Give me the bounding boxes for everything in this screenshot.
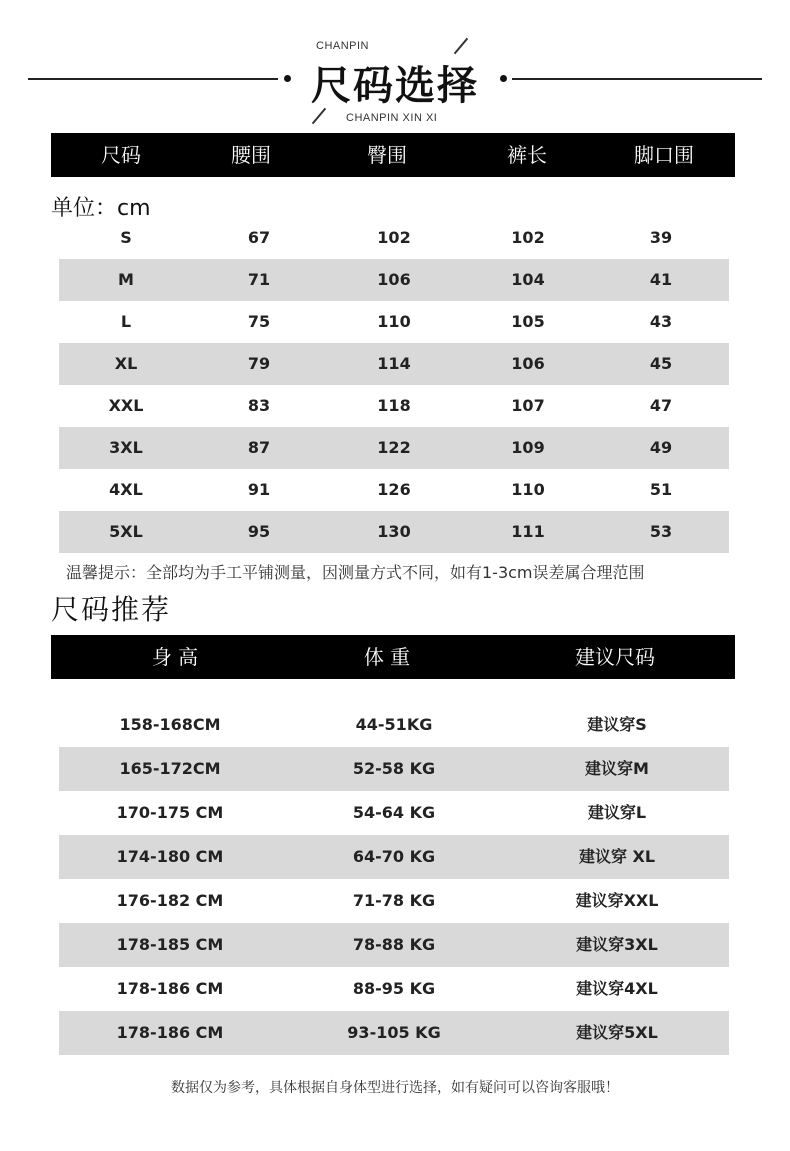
header-waist: 腰围	[231, 143, 271, 167]
table-row	[59, 217, 729, 259]
cell-weight: 93-105 KG	[347, 1023, 441, 1042]
table-row	[59, 967, 729, 1011]
table-row	[59, 703, 729, 747]
cell-height: 178-186 CM	[116, 979, 224, 998]
cell-suggest: 建议穿XXL	[575, 891, 659, 910]
cell-size: L	[120, 312, 132, 331]
header-size: 尺码	[101, 143, 141, 167]
header-length: 裤长	[507, 143, 547, 167]
cell-height: 178-186 CM	[116, 1023, 224, 1042]
cell-size: M	[118, 270, 134, 289]
cell-length: 109	[511, 438, 545, 457]
cell-weight: 71-78 KG	[352, 891, 436, 910]
cell-height: 170-175 CM	[116, 803, 224, 822]
table-row	[59, 747, 729, 791]
table-row	[59, 385, 729, 427]
cell-height: 178-185 CM	[116, 935, 224, 954]
cell-hem: 41	[649, 270, 673, 289]
table-row	[59, 923, 729, 967]
table-row	[59, 427, 729, 469]
cell-height: 176-182 CM	[116, 891, 224, 910]
header-height: 身 高	[151, 645, 199, 669]
cell-suggest: 建议穿L	[587, 803, 647, 822]
cell-hem: 53	[649, 522, 673, 541]
header-slash-top	[454, 38, 468, 55]
cell-waist: 95	[247, 522, 271, 541]
cell-length: 106	[511, 354, 545, 373]
header-suggest: 建议尺码	[575, 645, 655, 669]
cell-hip: 130	[377, 522, 411, 541]
cell-hem: 43	[649, 312, 673, 331]
header-hem: 脚口围	[634, 143, 694, 167]
cell-height: 158-168CM	[119, 715, 221, 734]
page-title: 尺码选择	[311, 63, 479, 109]
cell-weight: 64-70 KG	[352, 847, 436, 866]
cell-size: 3XL	[109, 438, 143, 457]
cell-waist: 75	[247, 312, 271, 331]
cell-suggest: 建议穿3XL	[576, 935, 658, 954]
footer-note: 数据仅为参考，具体根据自身体型进行选择，如有疑问可以咨询客服哦！	[171, 1080, 619, 1096]
cell-weight: 78-88 KG	[352, 935, 436, 954]
cell-hip: 122	[377, 438, 411, 457]
cell-length: 110	[511, 480, 545, 499]
cell-weight: 44-51KG	[355, 715, 433, 734]
header-top-label: CHANPIN	[316, 40, 370, 52]
cell-size: 4XL	[109, 480, 143, 499]
cell-hem: 47	[649, 396, 673, 415]
cell-hip: 114	[377, 354, 411, 373]
header-bottom-label: CHANPIN XIN XI	[346, 112, 438, 124]
table-row	[59, 1011, 729, 1055]
cell-weight: 52-58 KG	[352, 759, 436, 778]
cell-size: XXL	[108, 396, 144, 415]
cell-length: 111	[511, 522, 545, 541]
cell-hem: 49	[649, 438, 673, 457]
cell-waist: 91	[247, 480, 271, 499]
table-row	[59, 791, 729, 835]
cell-waist: 87	[247, 438, 271, 457]
header-hip: 臀围	[367, 143, 407, 167]
table-row	[59, 343, 729, 385]
table-row	[59, 469, 729, 511]
cell-suggest: 建议穿S	[587, 715, 647, 734]
cell-length: 105	[511, 312, 545, 331]
cell-hem: 45	[649, 354, 673, 373]
table-row	[59, 835, 729, 879]
cell-hip: 126	[377, 480, 411, 499]
cell-suggest: 建议穿M	[585, 759, 649, 778]
cell-weight: 88-95 KG	[352, 979, 436, 998]
cell-waist: 71	[247, 270, 271, 289]
cell-hip: 106	[377, 270, 411, 289]
cell-size: 5XL	[109, 522, 143, 541]
cell-hip: 102	[377, 228, 411, 247]
table-row	[59, 879, 729, 923]
cell-suggest: 建议穿 XL	[578, 847, 656, 866]
cell-length: 102	[511, 228, 545, 247]
table-row	[59, 301, 729, 343]
cell-weight: 54-64 KG	[352, 803, 436, 822]
cell-waist: 83	[247, 396, 271, 415]
measurement-note: 温馨提示：全部均为手工平铺测量，因测量方式不同，如有1-3cm误差属合理范围	[66, 563, 645, 582]
cell-hip: 118	[377, 396, 411, 415]
cell-hem: 39	[649, 228, 673, 247]
cell-height: 174-180 CM	[116, 847, 224, 866]
size-table-header	[51, 133, 735, 177]
cell-suggest: 建议穿5XL	[576, 1023, 658, 1042]
cell-suggest: 建议穿4XL	[576, 979, 658, 998]
recommend-title: 尺码推荐	[51, 593, 172, 626]
table-row	[59, 259, 729, 301]
cell-height: 165-172CM	[119, 759, 221, 778]
cell-hem: 51	[649, 480, 673, 499]
cell-size: S	[120, 228, 132, 247]
cell-length: 104	[511, 270, 545, 289]
header-weight: 体 重	[363, 645, 411, 669]
cell-waist: 67	[247, 228, 271, 247]
cell-size: XL	[114, 354, 138, 373]
table-row	[59, 511, 729, 553]
cell-length: 107	[511, 396, 545, 415]
unit-label: 单位：cm	[51, 196, 151, 221]
cell-waist: 79	[247, 354, 271, 373]
cell-hip: 110	[377, 312, 411, 331]
recommend-table-header	[51, 635, 735, 679]
